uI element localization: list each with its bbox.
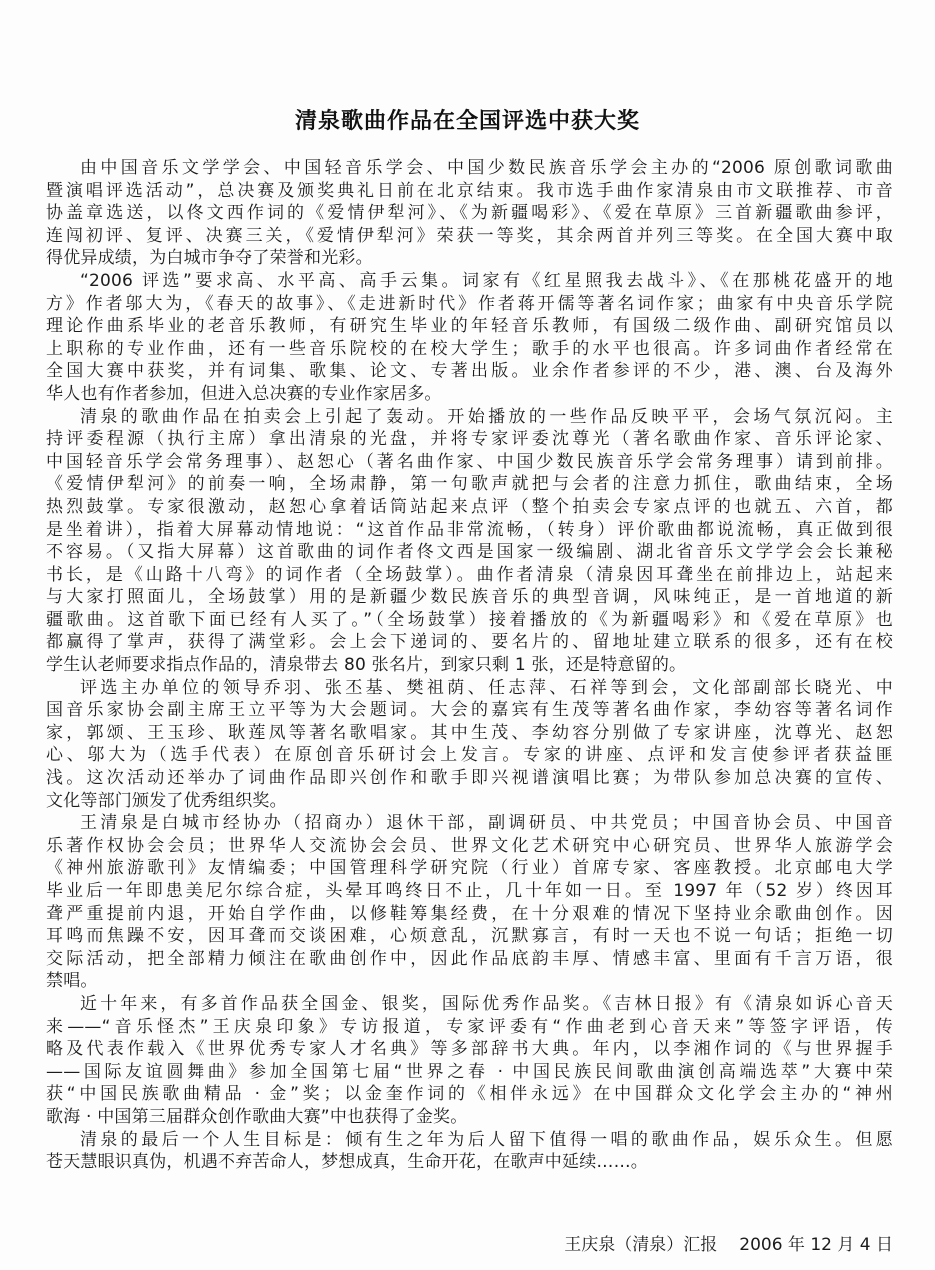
paragraph-line: 心、邬大为（选手代表）在原创音乐研讨会上发言。专家的讲座、点评和发言使参评者获益匪 xyxy=(46,745,893,766)
paragraph xyxy=(46,812,893,993)
document-title: 清泉歌曲作品在全国评选中获大奖 xyxy=(294,109,640,134)
paragraph xyxy=(46,1129,893,1174)
paragraph-line: 华人也有作者参加，但进入总决赛的专业作家居多。 xyxy=(46,383,442,404)
paragraph-line: 近十年来，有多首作品获全国金、银奖，国际优秀作品奖。《吉林日报》有《清泉如诉心音天 xyxy=(80,993,893,1014)
paragraph-line: 清泉的歌曲作品在拍卖会上引起了轰动。开始播放的一些作品反映平平，会场气氛沉闷。主 xyxy=(80,406,893,427)
paragraph-line: 乐著作权协会会员；世界华人交流协会会员、世界文化艺术研究中心研究员、世界华人旅游学会 xyxy=(46,835,893,856)
paragraph-line: 暨演唱评选活动”，总决赛及颁奖典礼日前在北京结束。我市选手曲作家清泉由市文联推荐、市音 xyxy=(46,180,893,201)
paragraph-line: 由中国音乐文学学会、中国轻音乐学会、中国少数民族音乐学会主办的“2006 原创歌词歌曲 xyxy=(80,158,893,178)
signature-date: 2006 年 12 月 4 日 xyxy=(739,1235,893,1255)
paragraph-line: 毕业后一年即患美尼尔综合症，头晕耳鸣终日不止，几十年如一日。至 1997 年（52 岁）终因耳 xyxy=(46,881,893,901)
paragraph-line: 理论作曲系毕业的老音乐教师，有研究生毕业的年轻音乐教师，有国级二级作曲、副研究馆员以 xyxy=(46,316,893,337)
paragraph-line: 家，郭颂、王玉珍、耿莲凤等著名歌唱家。其中生茂、李幼容分别做了专家讲座，沈尊光、赵恕 xyxy=(46,722,893,743)
signature-author: 王庆泉（清泉）汇报 xyxy=(564,1235,718,1255)
paragraph-line: 全国大赛中获奖，并有词集、歌集、论文、专著出版。业余作者参评的不少，港、澳、台及海外 xyxy=(46,361,893,382)
paragraph-line: 协盖章选送，以佟文西作词的《爱情伊犁河》、《为新疆喝彩》、《爱在草原》三首新疆歌曲参评， xyxy=(46,203,893,224)
paragraph-line: 耳鸣而焦躁不安，因耳聋而交谈困难，心烦意乱，沉默寡言，有时一天也不说一句话；拒绝一切 xyxy=(46,926,893,947)
paragraph-line: 略及代表作载入《世界优秀专家人才名典》等多部辞书大典。年内，以李湘作词的《与世界握手 xyxy=(46,1039,893,1060)
paragraph-line: 书长，是《山路十八弯》的词作者（全场鼓掌）。曲作者清泉（清泉因耳聋坐在前排边上，站起来 xyxy=(46,564,893,585)
paragraph xyxy=(46,993,893,1129)
paragraph-line: ——国际友谊圆舞曲》参加全国第七届“世界之春 · 中国民族民间歌曲演创高端选萃”大赛中荣 xyxy=(46,1061,893,1082)
paragraph-line: 评选主办单位的领导乔羽、张丕基、樊祖荫、任志萍、石祥等到会，文化部副部长晓光、中 xyxy=(80,677,893,698)
document-body xyxy=(46,157,893,1174)
paragraph xyxy=(46,677,893,813)
paragraph-line: 学生认老师要求指点作品的，清泉带去 80 张名片，到家只剩 1 张，还是特意留的。 xyxy=(46,655,687,676)
paragraph-line: “2006 评选”要求高、水平高、高手云集。词家有《红星照我去战斗》、《在那桃花盛开的地 xyxy=(80,270,893,291)
paragraph-line: 浅。这次活动还举办了词曲作品即兴创作和歌手即兴视谱演唱比赛；为带队参加总决赛的宣传、 xyxy=(46,768,893,789)
paragraph-line: 国音乐家协会副主席王立平等为大会题词。大会的嘉宾有生茂等著名曲作家，李幼容等著名词作 xyxy=(46,700,893,721)
paragraph-line: 清泉的最后一个人生目标是：倾有生之年为后人留下值得一唱的歌曲作品，娱乐众生。但愿 xyxy=(80,1129,893,1150)
paragraph-line: 禁唱。 xyxy=(46,971,98,992)
paragraph-line: 王清泉是白城市经协办（招商办）退休干部，副调研员、中共党员；中国音协会员、中国音 xyxy=(80,813,893,834)
paragraph-line: 持评委程源（执行主席）拿出清泉的光盘，并将专家评委沈尊光（著名歌曲作家、音乐评论家、 xyxy=(46,429,893,450)
paragraph-line: 苍天慧眼识真伪，机遇不弃苦命人，梦想成真，生命开花，在歌声中延续……。 xyxy=(46,1152,648,1173)
paragraph-line: 来——“音乐怪杰”王庆泉印象》专访报道，专家评委有“作曲老到心音天来”等签字评语，传 xyxy=(46,1016,893,1037)
paragraph-line: 连闯初评、复评、决赛三关，《爱情伊犁河》荣获一等奖，其余两首并列三等奖。在全国大赛中取 xyxy=(46,225,893,246)
paragraph xyxy=(46,157,893,270)
paragraph-line: 疆歌曲。这首歌下面已经有人买了。”（全场鼓掌）接着播放的《为新疆喝彩》和《爱在草原》也 xyxy=(46,609,893,630)
paragraph-line: 中国轻音乐学会常务理事）、赵恕心（著名曲作家、中国少数民族音乐学会常务理事）请到前排。 xyxy=(46,451,893,472)
paragraph-line: 聋严重提前内退，开始自学作曲，以修鞋筹集经费，在十分艰难的情况下坚持业余歌曲创作。因 xyxy=(46,903,893,924)
paragraph-line: 方》作者邬大为，《春天的故事》、《走进新时代》作者蒋开儒等著名词作家；曲家有中央音乐学院 xyxy=(46,293,893,314)
paragraph-line: 热烈鼓掌。专家很激动，赵恕心拿着话筒站起来点评（整个拍卖会专家点评的也就五、六首，都 xyxy=(46,496,893,517)
paragraph xyxy=(46,406,893,677)
paragraph-line: 文化等部门颁发了优秀组织奖。 xyxy=(46,790,287,811)
paragraph-line: 交际活动，把全部精力倾注在歌曲创作中，因此作品底韵丰厚、情感丰富、里面有千言万语，很 xyxy=(46,948,893,969)
paragraph-line: 与大家打照面儿，全场鼓掌）用的是新疆少数民族音乐的典型音调，风味纯正，是一首地道的新 xyxy=(46,587,893,608)
paragraph-line: 歌海 · 中国第三届群众创作歌曲大赛”中也获得了金奖。 xyxy=(46,1106,468,1127)
paragraph-line: 是坐着讲），指着大屏幕动情地说：“这首作品非常流畅，（转身）评价歌曲都说流畅，真正做到很 xyxy=(46,519,893,540)
paragraph-line: 得优异成绩，为白城市争夺了荣誉和光彩。 xyxy=(46,248,373,269)
paragraph-line: 《神州旅游歌刊》友情编委；中国管理科学研究院（行业）首席专家、客座教授。北京邮电大学 xyxy=(46,858,893,879)
paragraph-line: 上职称的专业作曲，还有一些音乐院校的在校大学生；歌手的水平也很高。许多词曲作者经常在 xyxy=(46,338,893,359)
signature xyxy=(564,1230,893,1255)
paragraph-line: 都赢得了掌声，获得了满堂彩。会上会下递词的、要名片的、留地址建立联系的很多，还有在校 xyxy=(46,632,893,653)
paragraph-line: 不容易。（又指大屏幕）这首歌曲的词作者佟文西是国家一级编剧、湖北省音乐文学学会会长兼秘 xyxy=(46,542,893,563)
paragraph-line: 获“中国民族歌曲精品 · 金”奖；以金奎作词的《相伴永远》在中国群众文化学会主办的“神州 xyxy=(46,1084,893,1105)
paragraph-line: 《爱情伊犁河》的前奏一响，全场肃静，第一句歌声就把与会者的注意力抓住，歌曲结束，全场 xyxy=(46,474,893,495)
paragraph xyxy=(46,270,893,406)
